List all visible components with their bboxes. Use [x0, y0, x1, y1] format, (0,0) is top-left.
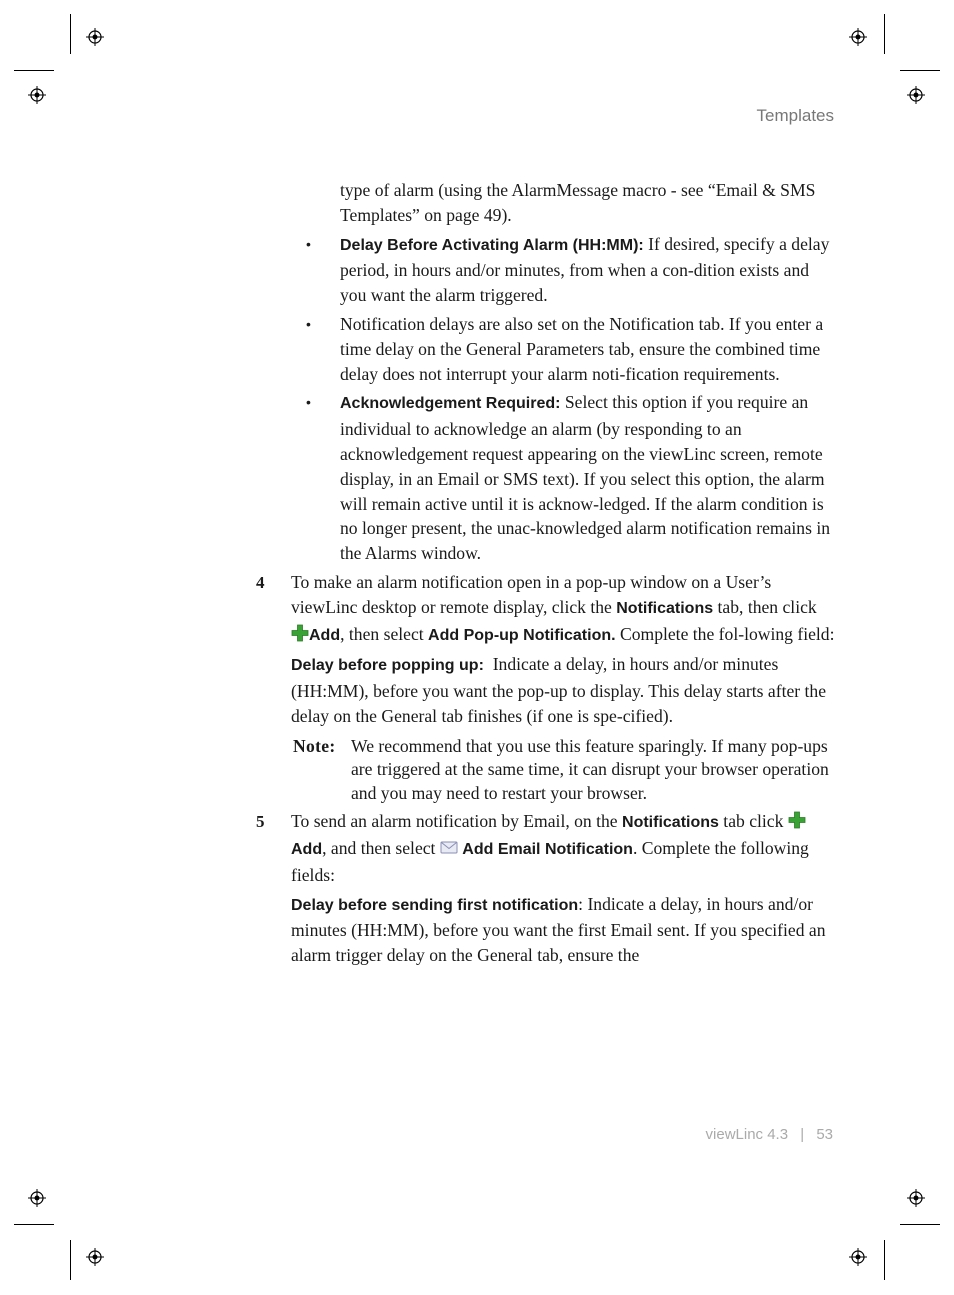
- ui-add-button: Add: [291, 841, 323, 859]
- bullet-icon: •: [306, 394, 311, 411]
- step-text: Complete the fol-lowing field:: [615, 623, 835, 644]
- step-text: . Complete the following fields:: [291, 838, 809, 885]
- body-text: [256, 178, 836, 968]
- bullet-text: Select this option if you require an individual to acknowledge an alarm (by responding to an acknowledgement request appearing on the viewLinc screen, remote display, in an Email or SMS text). If you select this option, the alarm will remain active until it is acknow-ledged. If the alarm condition is no longer present, the unac-knowledged alarm notification remains in the Alarms window.: [340, 392, 831, 564]
- crop-mark: [14, 70, 54, 71]
- note-block: [293, 735, 836, 806]
- step-number: 5: [256, 812, 265, 832]
- step-text: tab, then click: [713, 596, 817, 617]
- step-text: To make an alarm notification open in a pop-up window on a User’s viewLinc desktop or remote display, click the: [291, 571, 772, 617]
- registration-mark-icon: [28, 86, 46, 104]
- registration-mark-icon: [86, 28, 104, 46]
- step-4: [256, 570, 836, 648]
- page-footer: [706, 1126, 833, 1143]
- bullet-notification-delays: [306, 312, 836, 386]
- crop-mark: [70, 1240, 71, 1280]
- field-delay-before-popping-up: [291, 652, 836, 728]
- note-text: We recommend that you use this feature sparingly. If many pop-ups are triggered at the same time, it can disrupt your browser operation and you may need to restart your browser.: [351, 735, 829, 803]
- ui-notifications-tab: Notifications: [622, 814, 719, 832]
- bullet-label: Acknowledgement Required:: [340, 395, 561, 413]
- field-label: Delay before sending first notification: [291, 896, 579, 914]
- running-header: Templates: [756, 106, 834, 125]
- registration-mark-icon: [907, 1189, 925, 1207]
- step-text: tab click: [718, 811, 788, 832]
- step-number: 4: [256, 572, 265, 592]
- footer-product: viewLinc 4.3: [705, 1126, 789, 1143]
- ui-notifications-tab: Notifications: [616, 599, 714, 617]
- registration-mark-icon: [86, 1248, 104, 1266]
- bullet-delay-before-activating: [306, 232, 836, 308]
- bullet-label: Delay Before Activating Alarm (HH:MM):: [340, 236, 644, 254]
- step-text: To send an alarm notification by Email, on the: [291, 811, 623, 832]
- crop-mark: [70, 14, 71, 54]
- bullet-icon: •: [306, 235, 311, 252]
- ui-add-button: Add: [309, 626, 341, 644]
- crop-mark: [900, 1224, 940, 1225]
- crop-mark: [884, 14, 885, 54]
- field-description: Indicate a delay, in hours and/or minutes (HH:MM), before you want the pop-up to display. This delay starts after the delay on the General tab finishes (if one is spe-cified).: [291, 654, 831, 726]
- envelope-icon: [440, 838, 458, 856]
- registration-mark-icon: [907, 86, 925, 104]
- continued-paragraph: type of alarm (using the AlarmMessage macro - see “Email & SMS Templates” on page 49).: [340, 180, 816, 225]
- step-text: , and then select: [322, 838, 440, 859]
- footer-page-number: 53: [816, 1126, 833, 1143]
- field-delay-before-sending-first-notification: [291, 892, 836, 968]
- note-label: Note:: [293, 735, 336, 756]
- green-plus-icon: [788, 811, 806, 829]
- bullet-icon: •: [306, 315, 311, 332]
- registration-mark-icon: [28, 1189, 46, 1207]
- registration-mark-icon: [849, 28, 867, 46]
- ui-add-popup-notification: Add Pop-up Notification.: [428, 626, 616, 644]
- bullet-acknowledgement-required: [306, 390, 836, 566]
- green-plus-icon: [291, 624, 309, 642]
- bullet-text: Notification delays are also set on the Notification tab. If you enter a time delay on the General Parameters tab, ensure the combined time delay does not interrupt your alarm noti-fication requirements.: [340, 313, 824, 384]
- field-description: : Indicate a delay, in hours and/or minutes (HH:MM), before you want the first Email sent. If you specified an alarm trigger delay on the General tab, ensure the: [291, 893, 826, 966]
- crop-mark: [884, 1240, 885, 1280]
- crop-mark: [900, 70, 940, 71]
- step-5: [256, 809, 836, 887]
- registration-mark-icon: [849, 1248, 867, 1266]
- bullet-text: If desired, specify a delay period, in hours and/or minutes, from when a con-dition exists and you want the alarm triggered.: [340, 233, 830, 306]
- crop-mark: [14, 1224, 54, 1225]
- field-label: Delay before popping up:: [291, 657, 484, 675]
- footer-separator: |: [800, 1126, 805, 1143]
- step-text: , then select: [340, 623, 429, 644]
- ui-add-email-notification: Add Email Notification: [462, 841, 633, 859]
